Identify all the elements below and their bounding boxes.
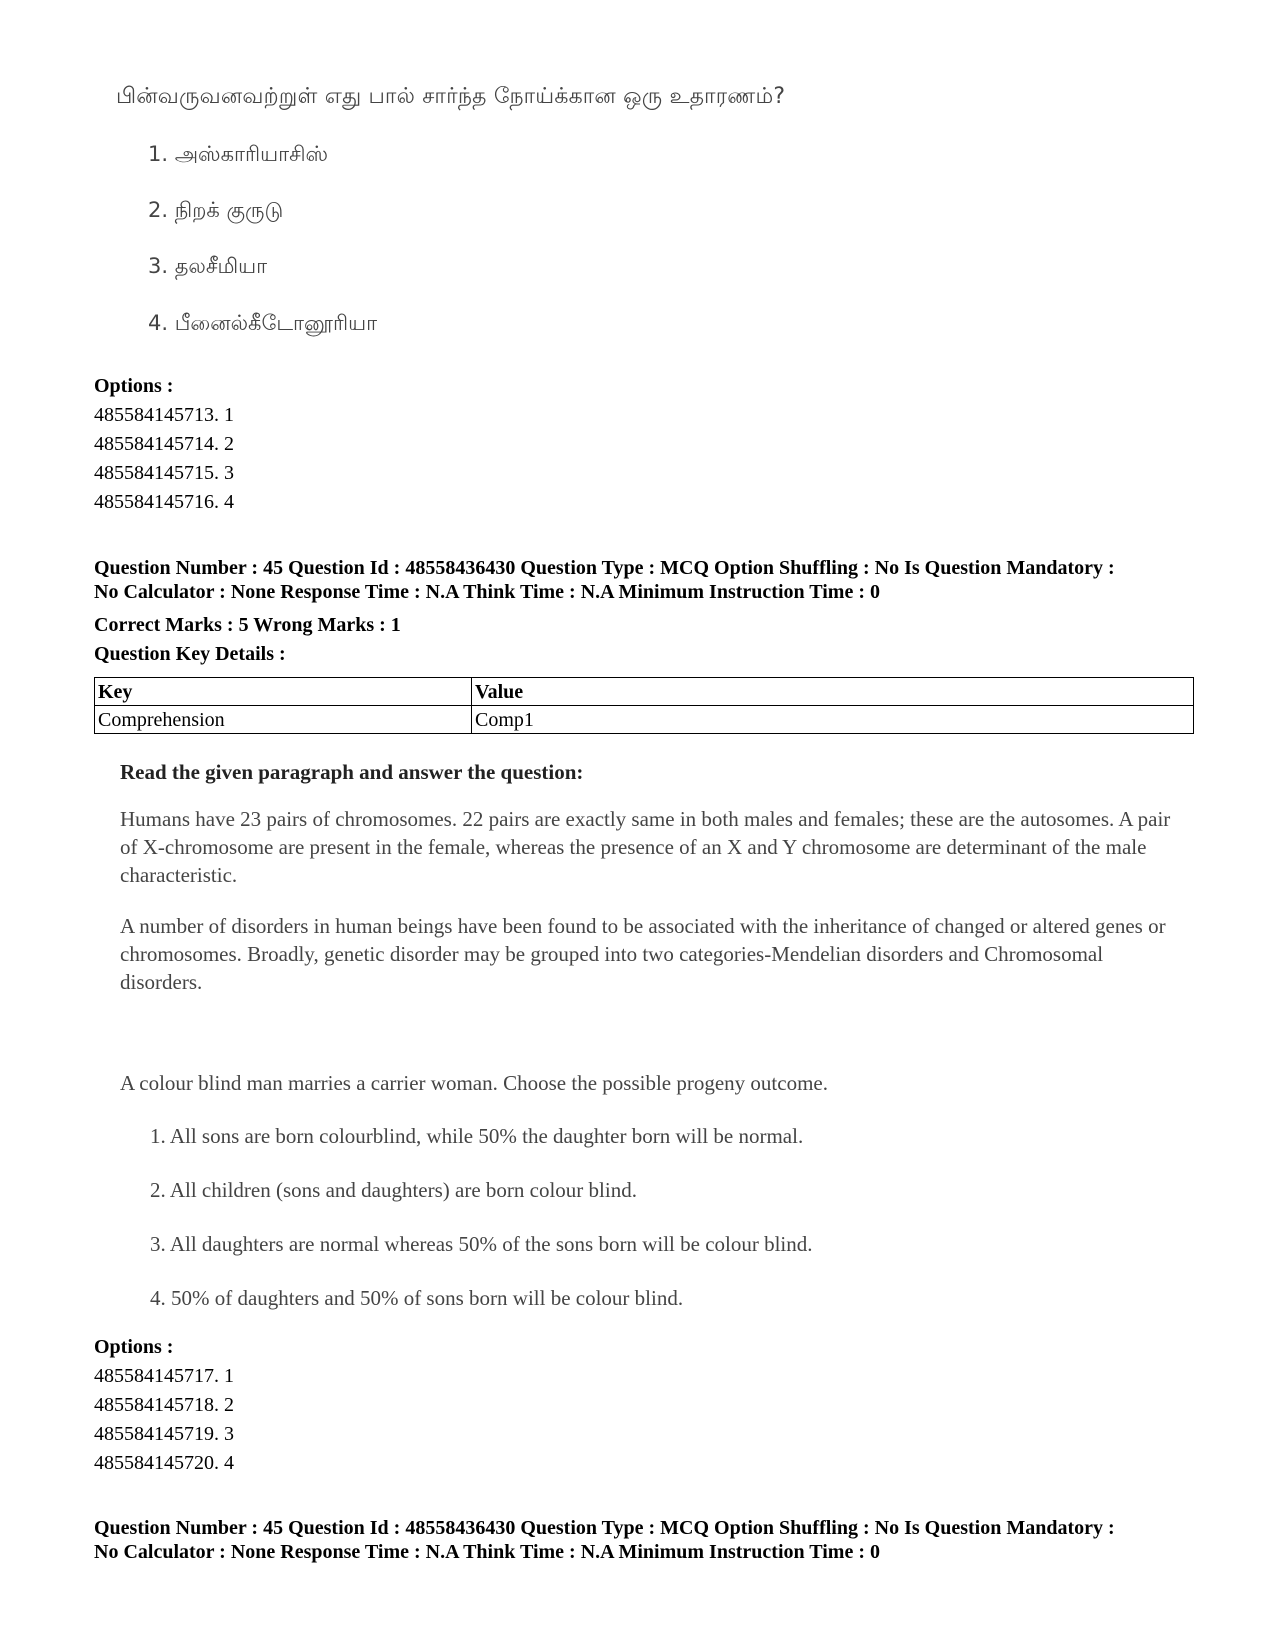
question-meta-line-2: No Calculator : None Response Time : N.A Think Time : N.A Minimum Instruction Time : 0 bbox=[94, 1541, 880, 1563]
choice-1: 1. All sons are born colourblind, while 50% the daughter born will be normal. bbox=[150, 1124, 804, 1148]
option-1: 485584145713. 1 bbox=[94, 404, 234, 426]
question-text-tamil: பின்வருவனவற்றுள் எது பால் சார்ந்த நோய்க்கான ஒரு உதாரணம்? bbox=[116, 84, 786, 109]
option-2: 485584145714. 2 bbox=[94, 433, 234, 455]
choice-4: 4. பீனைல்கீடோனூரியா bbox=[148, 311, 378, 335]
choice-3: 3. தலசீமியா bbox=[148, 254, 268, 278]
option-4: 485584145720. 4 bbox=[94, 1452, 234, 1474]
paragraph-2: A number of disorders in human beings have been found to be associated with the inheritance of changed or altered genes or chromosomes. Broadly, genetic disorder may be grouped into two categories-Mendelian disorders and Chromosomal disorders. bbox=[120, 914, 1166, 994]
question-key-table bbox=[94, 677, 1194, 734]
option-4: 485584145716. 4 bbox=[94, 491, 234, 513]
choice-3: 3. All daughters are normal whereas 50% of the sons born will be colour blind. bbox=[150, 1232, 813, 1256]
table-cell-value: Comp1 bbox=[472, 706, 1194, 734]
table-row bbox=[95, 706, 1194, 734]
options-label: Options : bbox=[94, 375, 174, 397]
marks-line: Correct Marks : 5 Wrong Marks : 1 bbox=[94, 614, 401, 636]
option-1: 485584145717. 1 bbox=[94, 1365, 234, 1387]
choice-2: 2. All children (sons and daughters) are born colour blind. bbox=[150, 1178, 637, 1202]
option-3: 485584145715. 3 bbox=[94, 462, 234, 484]
key-details-label: Question Key Details : bbox=[94, 643, 286, 665]
question-meta-line-2: No Calculator : None Response Time : N.A Think Time : N.A Minimum Instruction Time : 0 bbox=[94, 581, 880, 603]
option-3: 485584145719. 3 bbox=[94, 1423, 234, 1445]
option-2: 485584145718. 2 bbox=[94, 1394, 234, 1416]
choice-2: 2. நிறக் குருடு bbox=[148, 198, 284, 222]
table-header-row bbox=[95, 678, 1194, 706]
question-meta-line-1: Question Number : 45 Question Id : 48558436430 Question Type : MCQ Option Shuffling : No Is Question Mandatory : bbox=[94, 557, 1115, 579]
question-text: A colour blind man marries a carrier woman. Choose the possible progeny outcome. bbox=[120, 1071, 828, 1095]
question-meta-line-1: Question Number : 45 Question Id : 48558436430 Question Type : MCQ Option Shuffling : No Is Question Mandatory : bbox=[94, 1517, 1115, 1539]
options-label: Options : bbox=[94, 1336, 174, 1358]
choice-1: 1. அஸ்காரியாசிஸ் bbox=[148, 142, 329, 166]
question-meta bbox=[94, 1516, 1194, 1564]
question-meta bbox=[94, 556, 1194, 604]
table-cell-key: Comprehension bbox=[95, 706, 472, 734]
choice-4: 4. 50% of daughters and 50% of sons born will be colour blind. bbox=[150, 1286, 684, 1310]
read-heading: Read the given paragraph and answer the question: bbox=[120, 760, 584, 784]
table-header-value: Value bbox=[472, 678, 1194, 706]
paragraph-1: Humans have 23 pairs of chromosomes. 22 pairs are exactly same in both males and females; these are the autosomes. A pair of X-chromosome are present in the female, whereas the presence of an X and Y chromosome are determinant of the male characteristic. bbox=[120, 807, 1171, 887]
table-header-key: Key bbox=[95, 678, 472, 706]
